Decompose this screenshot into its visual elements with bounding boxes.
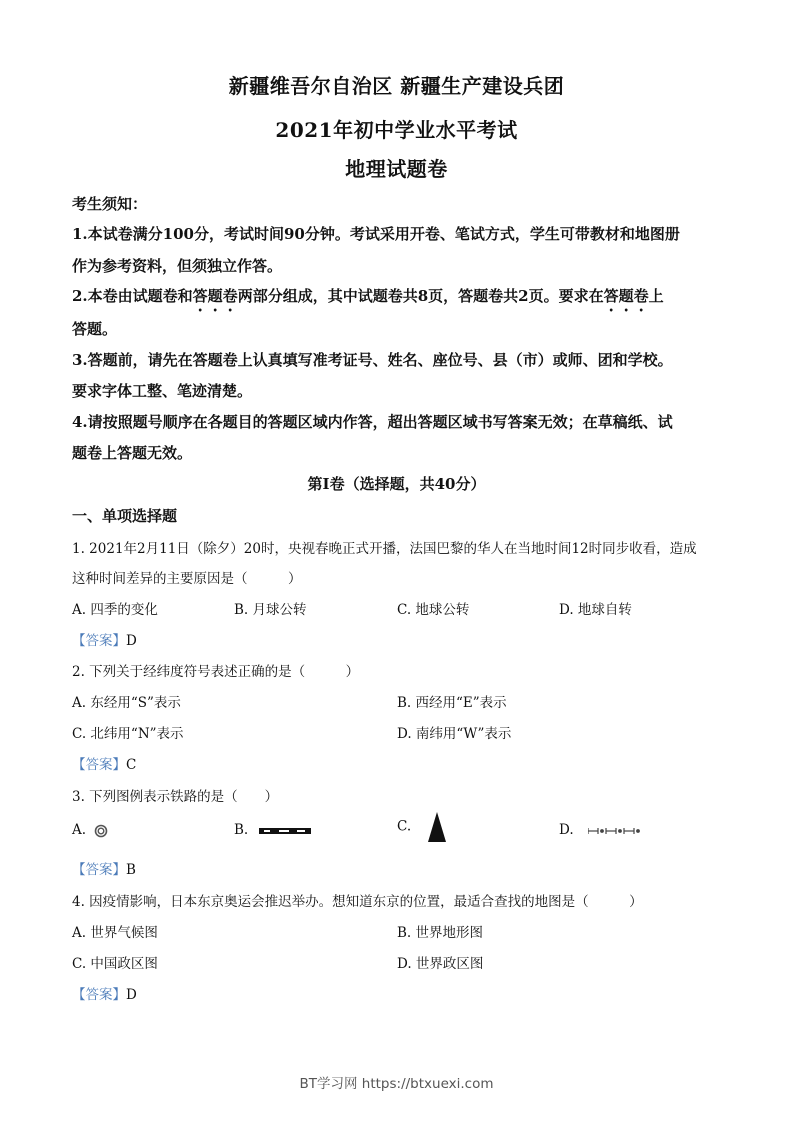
notice-item-2-pre: 2.本卷由试题卷和 xyxy=(72,287,193,305)
section-type-title: 一、单项选择题 xyxy=(72,507,178,525)
question-1-stem-line-2: 这种时间差异的主要原因是（ ） xyxy=(72,571,302,587)
question-2-option-d: D. 南纬用“W”表示 xyxy=(397,726,512,742)
question-4-answer xyxy=(72,983,137,1003)
question-1-option-b: B. 月球公转 xyxy=(234,602,307,618)
question-2-option-b: B. 西经用“E”表示 xyxy=(397,695,507,711)
notice-item-2-post: 上 xyxy=(648,287,664,305)
footer-watermark: BT学习网 https://btxuexi.com xyxy=(299,1076,494,1092)
mountain-peak-icon xyxy=(427,812,447,842)
question-2-stem: 2. 下列关于经纬度符号表述正确的是（ ） xyxy=(72,664,360,680)
emphasis-answer-sheet: 答题卷 xyxy=(192,287,238,305)
railway-line-icon xyxy=(259,827,311,835)
option-label: D. xyxy=(559,822,574,838)
dotted-boundary-icon xyxy=(588,827,644,835)
notice-item-1-line-2: 作为参考资料，但须独立作答。 xyxy=(72,257,283,275)
question-4-option-b: B. 世界地形图 xyxy=(397,925,484,941)
notice-item-4-line-2: 题卷上答题无效。 xyxy=(72,444,193,462)
question-3-option-d xyxy=(559,822,644,838)
emphasis-answer-sheet: 答题卷 xyxy=(603,287,649,305)
question-3-stem: 3. 下列图例表示铁路的是（ ） xyxy=(72,789,279,805)
answer-value: D xyxy=(126,987,137,1003)
notice-item-4-line-1: 4.请按照题号顺序在各题目的答题区域内作答，超出答题区域书写答案无效；在草稿纸、试 xyxy=(72,413,673,431)
title-region: 新疆维吾尔自治区 新疆生产建设兵团 xyxy=(228,74,565,98)
option-label: B. xyxy=(234,822,249,838)
question-1-answer xyxy=(72,629,137,649)
question-4-option-a: A. 世界气候图 xyxy=(72,925,158,941)
question-4-stem: 4. 因疫情影响，日本东京奥运会推迟举办。想知道东京的位置，最适合查找的地图是（ ） xyxy=(72,894,643,910)
question-1-stem-line-1: 1. 2021年2月11日（除夕）20时，央视春晚正式开播，法国巴黎的华人在当地时间12时同步收看，造成 xyxy=(72,541,697,557)
title-subject: 地理试题卷 xyxy=(345,157,448,181)
answer-value: C xyxy=(126,757,137,773)
option-label: A. xyxy=(72,822,87,838)
answer-value: D xyxy=(126,633,137,649)
question-1-option-d: D. 地球自转 xyxy=(559,602,632,618)
answer-tag: 【答案】 xyxy=(72,862,126,878)
question-3-option-c xyxy=(397,812,447,842)
notice-heading: 考生须知： xyxy=(72,195,148,213)
notice-item-2-line-2: 答题。 xyxy=(72,320,118,338)
notice-item-1-line-1: 1.本试卷满分100分，考试时间90分钟。考试采用开卷、笔试方式，学生可带教材和地图册 xyxy=(72,225,680,243)
answer-tag: 【答案】 xyxy=(72,633,126,649)
notice-item-2-line-1 xyxy=(72,285,664,315)
answer-tag: 【答案】 xyxy=(72,757,126,773)
question-4-option-c: C. 中国政区图 xyxy=(72,956,158,972)
question-2-option-c: C. 北纬用“N”表示 xyxy=(72,726,184,742)
question-3-option-b xyxy=(234,822,311,838)
question-1-option-a: A. 四季的变化 xyxy=(72,602,158,618)
question-3-option-a xyxy=(72,822,108,838)
question-1-option-c: C. 地球公转 xyxy=(397,602,470,618)
question-2-option-a: A. 东经用“S”表示 xyxy=(72,695,181,711)
question-2-answer xyxy=(72,753,136,773)
part-title: 第Ⅰ卷（选择题，共40分） xyxy=(307,475,486,493)
option-label: C. xyxy=(397,818,412,835)
notice-item-3-line-1: 3.答题前，请先在答题卷上认真填写准考证号、姓名、座位号、县（市）或师、团和学校。 xyxy=(72,351,673,369)
notice-item-2-mid: 两部分组成，其中试题卷共8页，答题卷共2页。要求在 xyxy=(237,287,604,305)
title-exam: 2021年初中学业水平考试 xyxy=(275,118,518,142)
question-4-option-d: D. 世界政区图 xyxy=(397,956,484,972)
answer-value: B xyxy=(126,862,136,878)
question-3-answer xyxy=(72,858,136,878)
answer-tag: 【答案】 xyxy=(72,987,126,1003)
double-circle-icon xyxy=(94,824,108,838)
notice-item-3-line-2: 要求字体工整、笔迹清楚。 xyxy=(72,382,253,400)
